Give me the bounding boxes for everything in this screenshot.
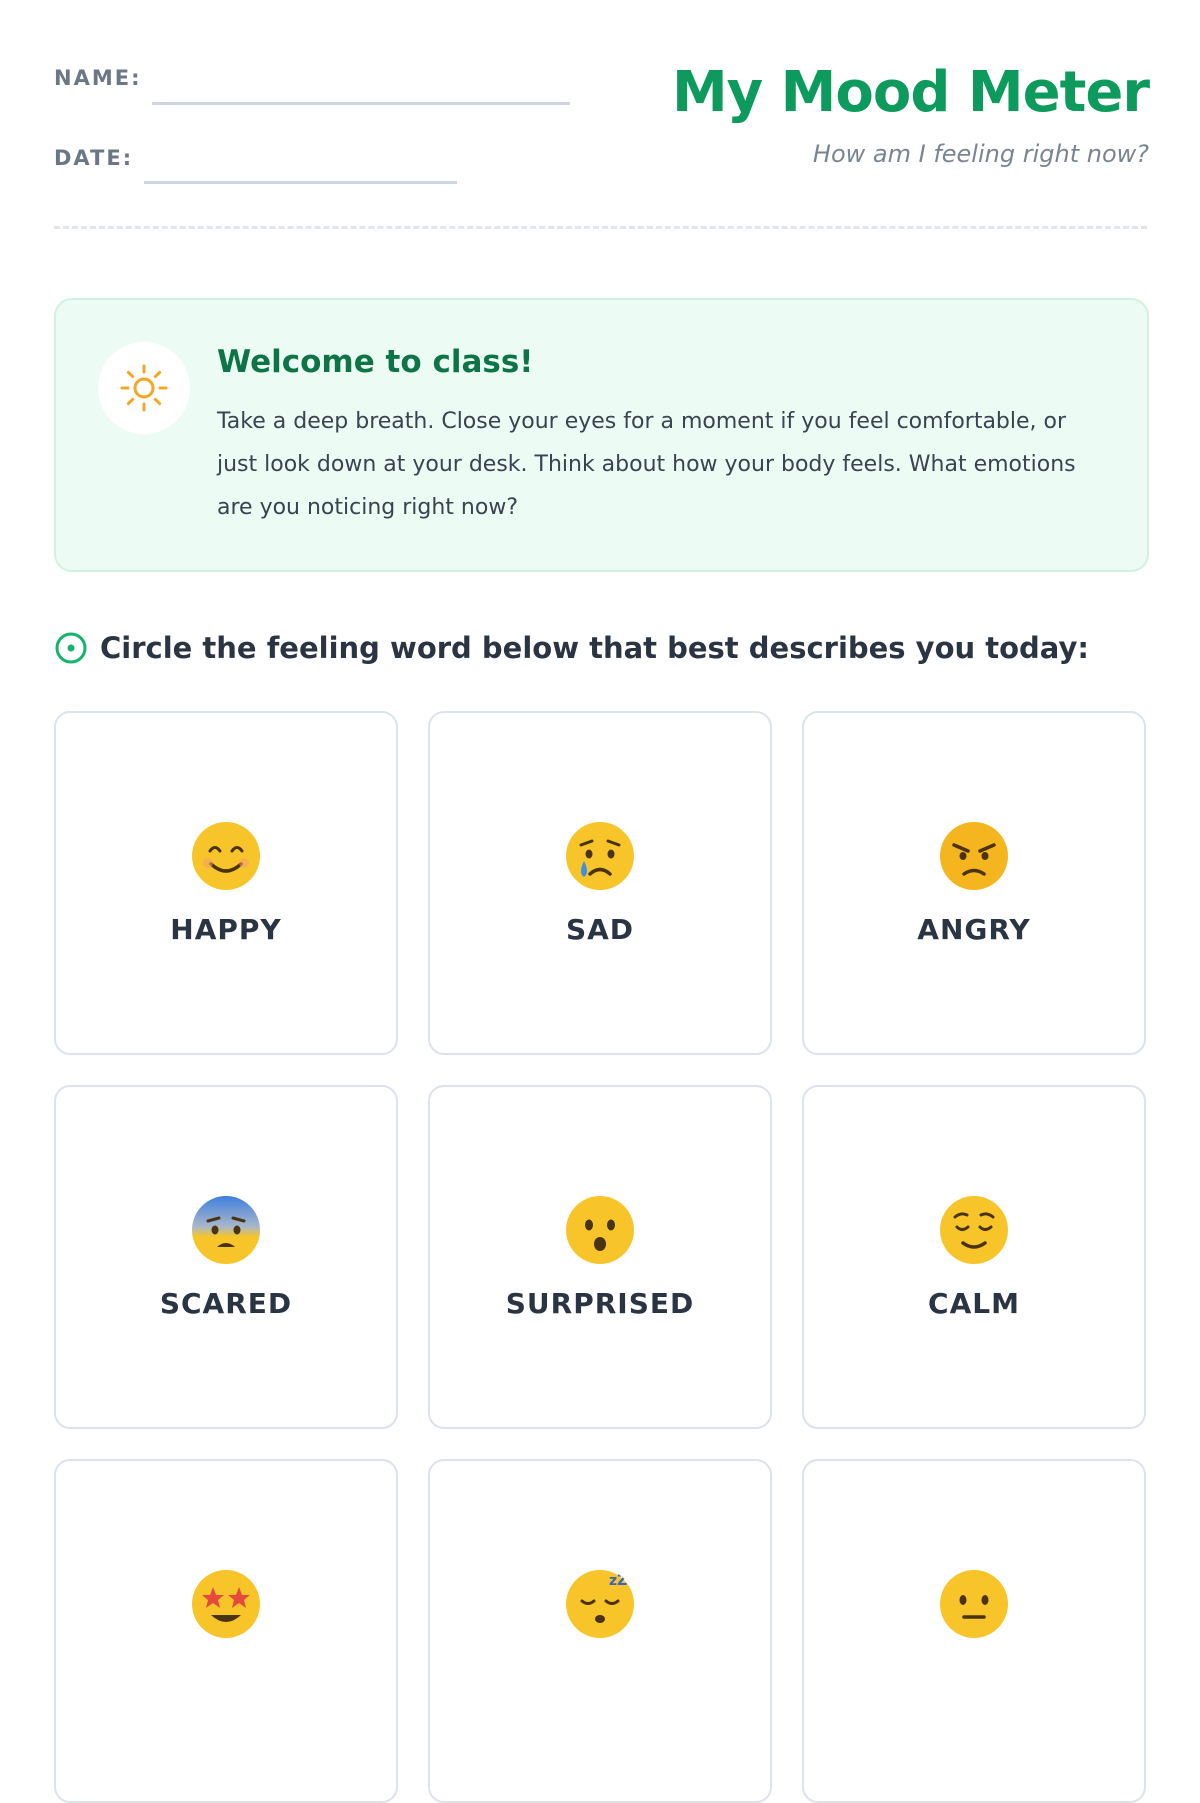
welcome-title: Welcome to class!: [217, 344, 534, 380]
feeling-card-neutral[interactable]: [802, 1459, 1146, 1803]
sun-icon: [119, 363, 169, 413]
neutral-face-icon: [939, 1569, 1009, 1639]
feeling-card-angry[interactable]: [802, 711, 1146, 1055]
feeling-label: SAD: [565, 913, 635, 946]
feeling-card-happy[interactable]: [54, 711, 398, 1055]
page-subtitle: How am I feeling right now?: [812, 140, 1149, 168]
star-struck-face-icon: [191, 1569, 261, 1639]
welcome-body: Take a deep breath. Close your eyes for a moment if you feel comfortable, or just look down at your desk. Think about how your body feels. What emotions are you noticing right now?: [217, 409, 1076, 520]
header-divider: [54, 226, 1147, 229]
relieved-face-icon: [939, 1195, 1009, 1265]
name-field[interactable]: [152, 102, 570, 105]
fearful-face-icon: [191, 1195, 261, 1265]
date-field[interactable]: [144, 181, 457, 184]
svg-text:zZ: zZ: [609, 1573, 628, 1589]
feeling-label: ANGRY: [917, 913, 1031, 946]
sleeping-face-icon: [565, 1569, 635, 1639]
smiling-face-icon: [191, 821, 261, 891]
feeling-card-excited[interactable]: [54, 1459, 398, 1803]
instruction-text: Circle the feeling word below that best describes you today:: [100, 631, 1089, 665]
crying-face-icon: [565, 821, 635, 891]
page-title: My Mood Meter: [671, 60, 1149, 125]
feeling-card-tired[interactable]: [428, 1459, 772, 1803]
angry-face-icon: [939, 821, 1009, 891]
sun-badge: [98, 342, 190, 434]
feeling-label: SCARED: [159, 1287, 293, 1320]
worksheet-header: [54, 0, 1147, 230]
worksheet-page: [54, 0, 1147, 1600]
feeling-card-scared[interactable]: [54, 1085, 398, 1429]
date-label: DATE:: [54, 146, 134, 170]
feelings-grid: [54, 711, 1147, 1803]
feeling-label: SURPRISED: [505, 1287, 695, 1320]
feeling-label: HAPPY: [170, 913, 282, 946]
welcome-card: [54, 298, 1149, 572]
feeling-label: CALM: [928, 1287, 1020, 1320]
target-icon: [54, 631, 88, 665]
instruction: [54, 628, 1089, 668]
name-label: NAME:: [54, 66, 142, 90]
feeling-card-surprised[interactable]: [428, 1085, 772, 1429]
feeling-card-sad[interactable]: [428, 711, 772, 1055]
surprised-face-icon: [565, 1195, 635, 1265]
feeling-card-calm[interactable]: [802, 1085, 1146, 1429]
